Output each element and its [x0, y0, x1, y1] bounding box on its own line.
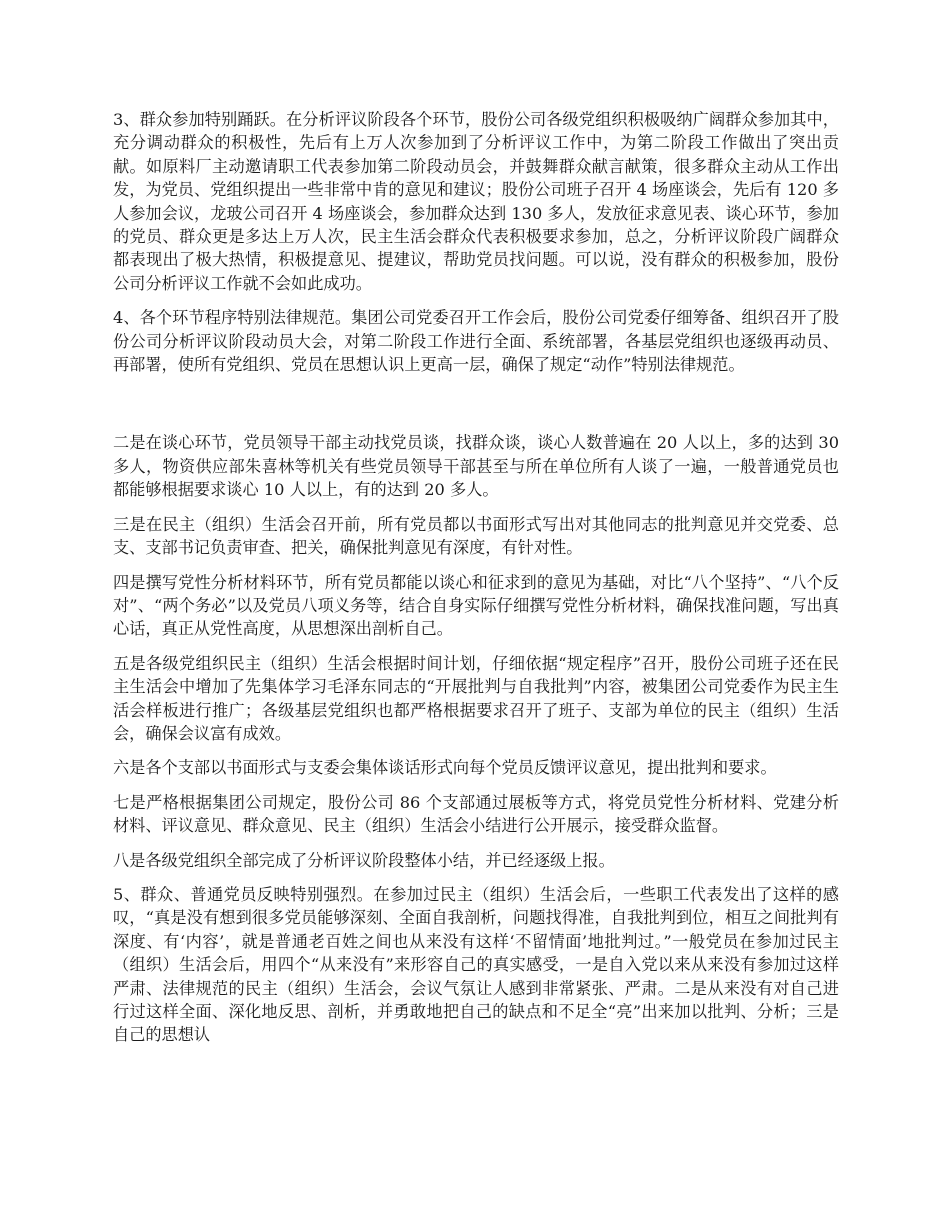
paragraph-item-8: 八是各级党组织全部完成了分析评议阶段整体小结，并已经逐级上报。: [113, 850, 615, 870]
paragraph-item-4: 四是撰写党性分析材料环节，所有党员都能以谈心和征求到的意见为基础，对比“八个坚持”、“八个反对”、“两个务必”以及党员八项义务等，结合自身实际仔细撰写党性分析材料，确保找准问题，写出真心话，真正从党性高度，从思想深出剖析自己。: [113, 572, 839, 639]
paragraph-point-5: 5、群众、普通党员反映特别强烈。在参加过民主（组织）生活会后，一些职工代表发出了这样的感叹，“真是没有想到很多党员能够深刻、全面自我剖析，问题找得准，自我批判到位，相互之间批判有深度、有‘内容’，就是普通老百姓之间也从来没有这样‘不留情面’地批判过。”一般党员在参加过民主（组织）生活会后，用四个“从来没有”来形容自己的真实感受，一是自入党以来从来没有参加过这样严肃、法律规范的民主（组织）生活会，会议气氛让人感到非常紧张、严肃。二是从来没有对自己进行过这样全面、深化地反思、剖析，并勇敢地把自己的缺点和不足全“亮”出来加以批判、分析；三是自己的思想认: [113, 884, 839, 1045]
paragraph-point-3: 3、群众参加特别踊跃。在分析评议阶段各个环节，股份公司各级党组织积极吸纳广阔群众参加其中，充分调动群众的积极性，先后有上万人次参加到了分析评议工作中，为第二阶段工作做出了突出贡献。如原料厂主动邀请职工代表参加第二阶段动员会，并鼓舞群众献言献策，很多群众主动从工作出发，为党员、党组织提出一些非常中肯的意见和建议；股份公司班子召开 4 场座谈会，先后有 120 多人参加会议，龙玻公司召开 4 场座谈会，参加群众达到 130 多人，发放征求意见表、谈心环节，参加的党员、群众更是多达上万人次，民主生活会群众代表积极要求参加，总之，分析评议阶段广阔群众都表现出了极大热情，积极提意见、提建议，帮助党员找问题。可以说，没有群众的积极参加，股份公司分析评议工作就不会如此成功。: [113, 110, 839, 293]
paragraph-item-2: 二是在谈心环节，党员领导干部主动找党员谈，找群众谈，谈心人数普遍在 20 人以上，多的达到 30 多人，物资供应部朱喜林等机关有些党员领导干部甚至与所在单位所有人谈了一遍，一般普通党员也都能够根据要求谈心 10 人以上，有的达到 20 多人。: [113, 433, 839, 500]
paragraph-point-4: 4、各个环节程序特别法律规范。集团公司党委召开工作会后，股份公司党委仔细筹备、组织召开了股份公司分析评议阶段动员大会，对第二阶段工作进行全面、系统部署，各基层党组织也逐级再动员、再部署，使所有党组织、党员在思想认识上更高一层，确保了规定“动作”特别法律规范。: [113, 308, 839, 375]
paragraph-item-7: 七是严格根据集团公司规定，股份公司 86 个支部通过展板等方式，将党员党性分析材料、党建分析材料、评议意见、群众意见、民主（组织）生活会小结进行公开展示，接受群众监督。: [113, 792, 839, 836]
paragraph-item-3: 三是在民主（组织）生活会召开前，所有党员都以书面形式写出对其他同志的批判意见并交党委、总支、支部书记负责审查、把关，确保批判意见有深度，有针对性。: [113, 514, 839, 558]
paragraph-item-5: 五是各级党组织民主（组织）生活会根据时间计划，仔细依据“规定程序”召开，股份公司班子还在民主生活会中增加了先集体学习毛泽东同志的“开展批判与自我批判”内容，被集团公司党委作为民主生活会样板进行推广；各级基层党组织也都严格根据要求召开了班子、支部为单位的民主（组织）生活会，确保会议富有成效。: [113, 653, 839, 743]
section-gap: [113, 387, 839, 431]
paragraph-item-6: 六是各个支部以书面形式与支委会集体谈话形式向每个党员反馈评议意见，提出批判和要求。: [113, 758, 777, 778]
document-body: [113, 108, 839, 1058]
